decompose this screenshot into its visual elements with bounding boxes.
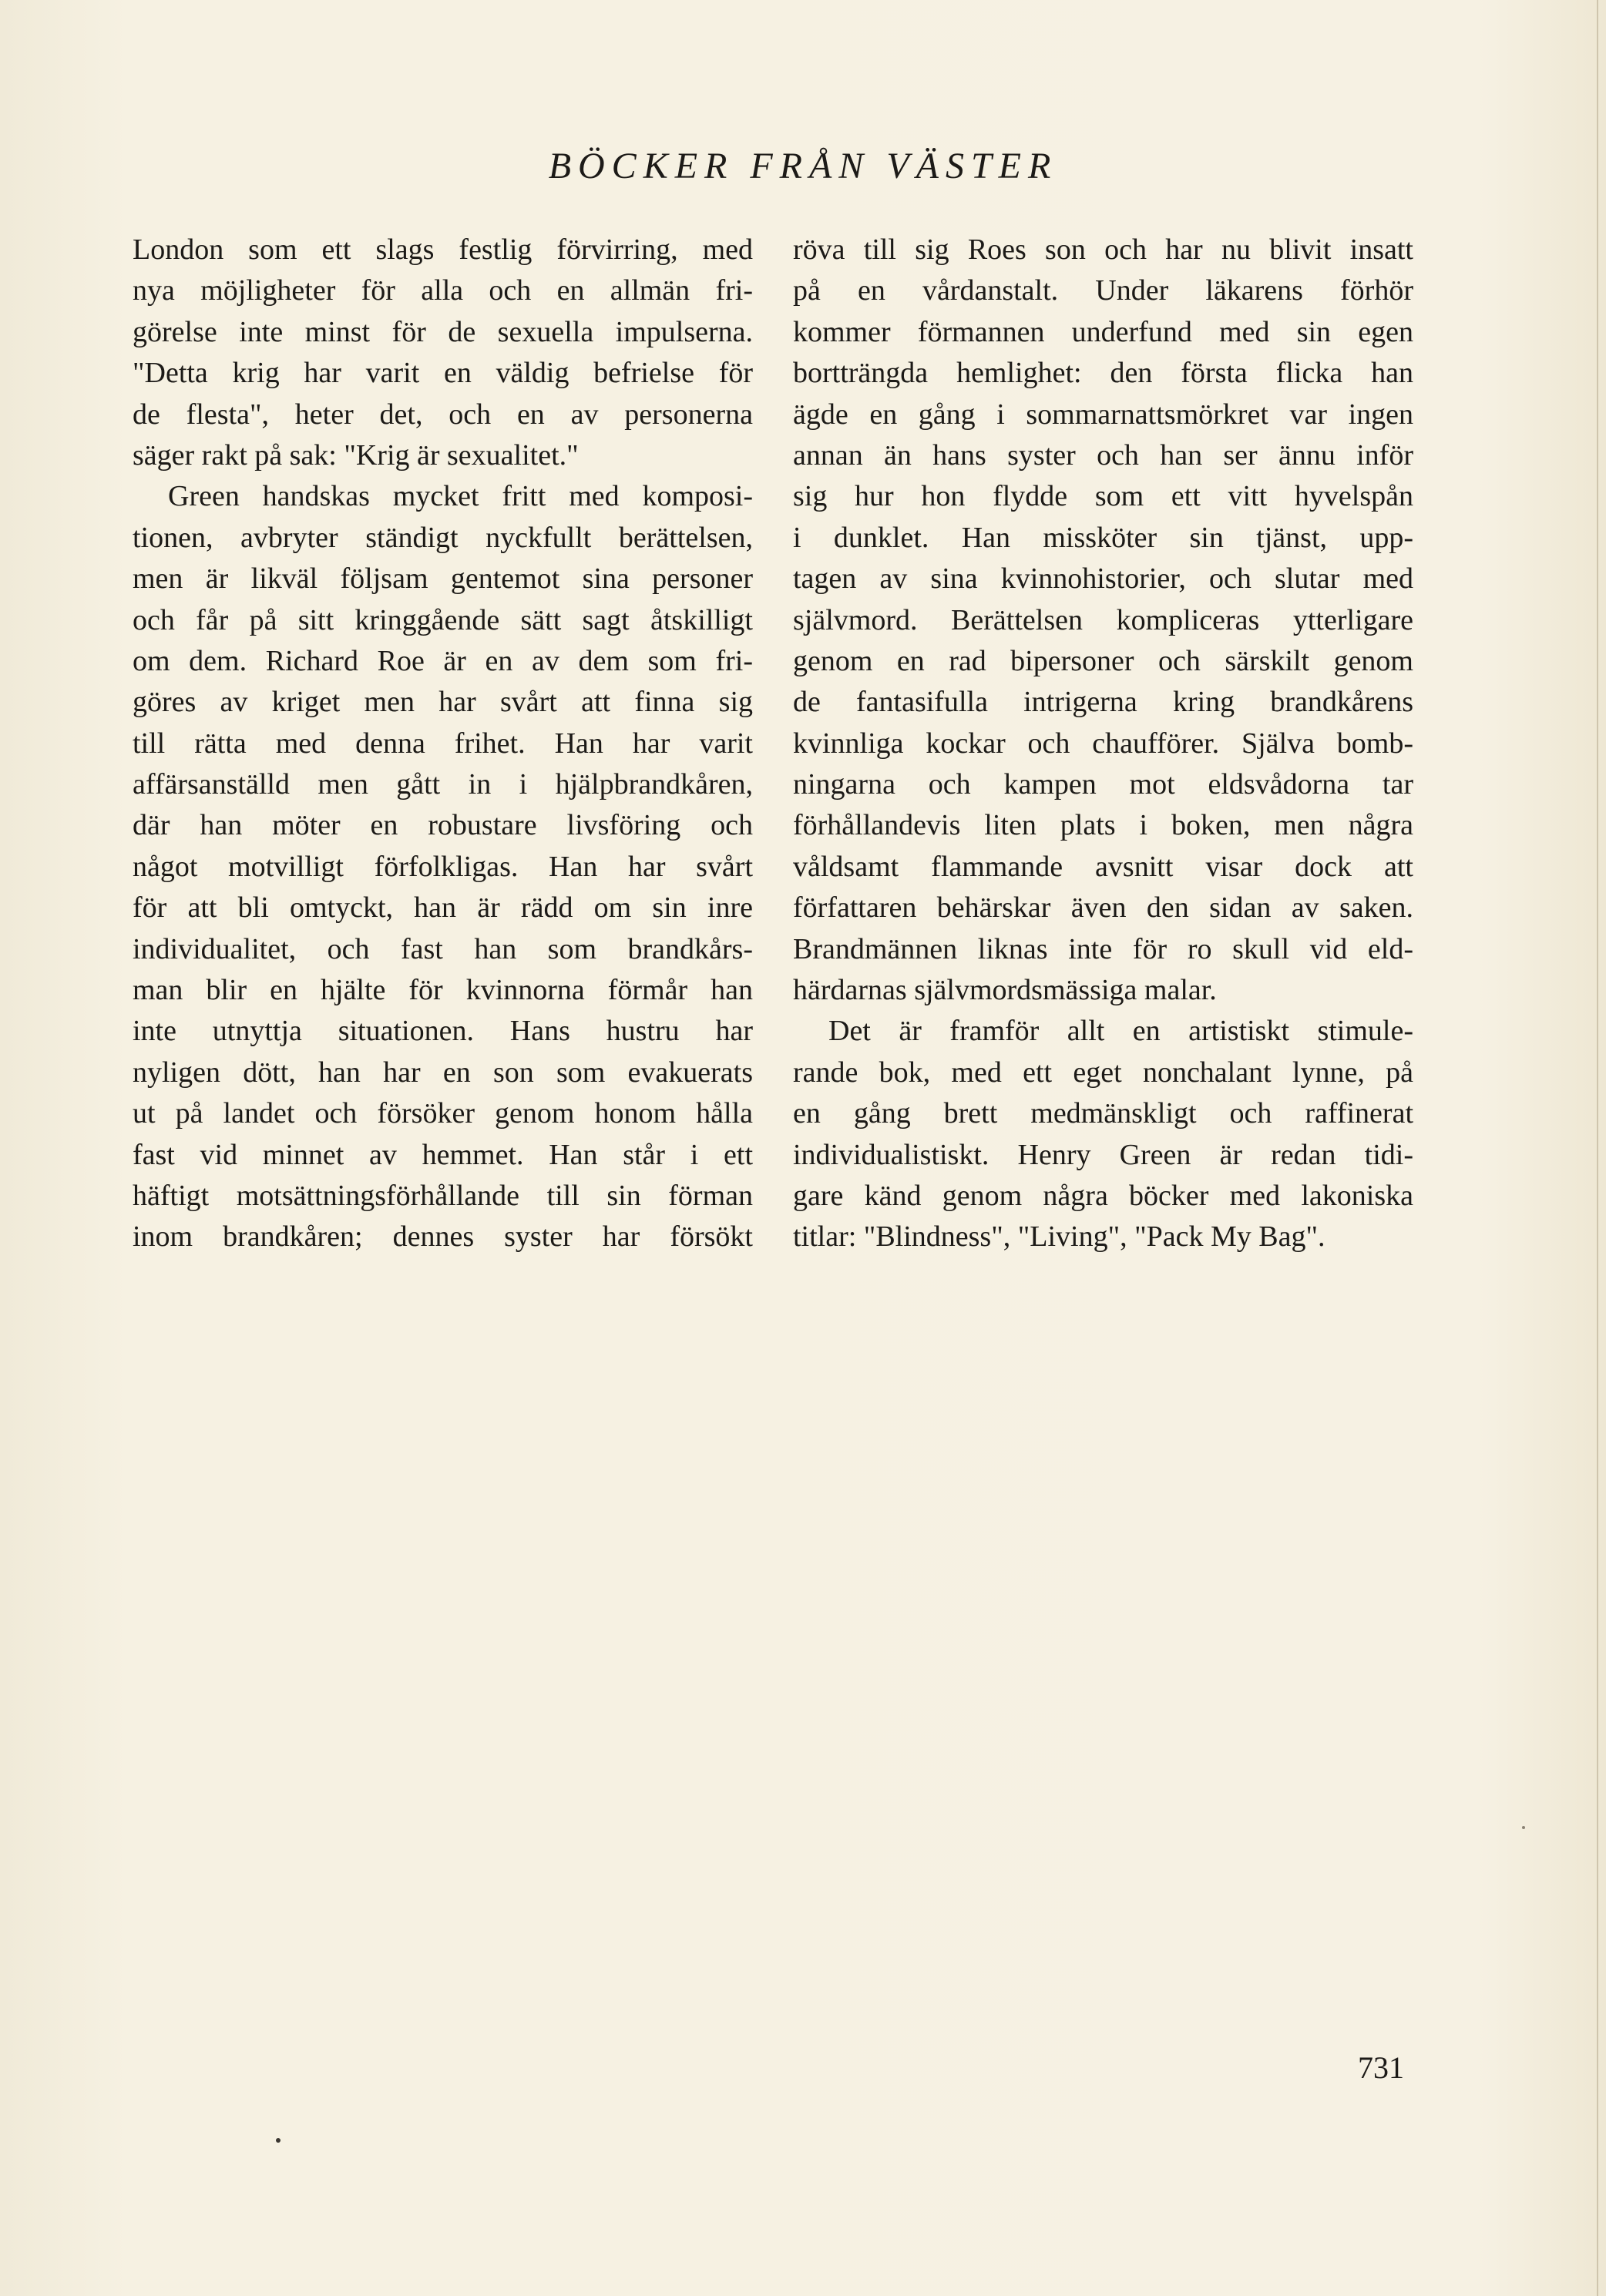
text-line: men är likväl följsam gentemot sina personer	[133, 562, 753, 596]
text-line: ägde en gång i sommarnattsmörkret var ingen	[793, 398, 1413, 431]
text-line: göres av kriget men har svårt att finna sig	[133, 686, 753, 719]
text-line: tagen av sina kvinnohistorier, och slutar med	[793, 562, 1413, 596]
text-line: härdarnas självmordsmässiga malar.	[793, 974, 1217, 1007]
text-line: bortträngda hemlighet: den första flicka han	[793, 357, 1413, 390]
text-line: genom en rad bipersoner och särskilt genom	[793, 644, 1413, 677]
text-line: Det är framför allt en artistiskt stimule-	[828, 1015, 1413, 1048]
text-line: individualistiskt. Henry Green är redan tidi-	[793, 1138, 1413, 1171]
running-head: BÖCKER FRÅN VÄSTER	[548, 146, 1058, 186]
text-line: om dem. Richard Roe är en av dem som fri-	[133, 644, 753, 677]
text-line: röva till sig Roes son och har nu blivit insatt	[793, 233, 1413, 266]
left-column	[133, 230, 753, 1258]
text-line: självmord. Berättelsen kompliceras ytterligare	[793, 603, 1413, 636]
text-line: ut på landet och försöker genom honom hålla	[133, 1097, 753, 1130]
text-line: våldsamt flammande avsnitt visar dock att	[793, 850, 1413, 883]
print-speck	[1522, 1826, 1525, 1829]
text-line: de flesta", heter det, och en av personerna	[133, 398, 753, 431]
text-line: Brandmännen liknas inte för ro skull vid eld-	[793, 932, 1413, 965]
text-line: förhållandevis liten plats i boken, men några	[793, 809, 1413, 842]
text-line: annan än hans syster och han ser ännu inför	[793, 438, 1413, 472]
text-line: man blir en hjälte för kvinnorna förmår han	[133, 974, 753, 1007]
text-line: något motvilligt förfolkligas. Han har svårt	[133, 850, 753, 883]
text-line: inte utnyttja situationen. Hans hustru har	[133, 1015, 753, 1048]
text-line: en gång brett medmänskligt och raffinerat	[793, 1097, 1413, 1130]
text-line: för att bli omtyckt, han är rädd om sin inre	[133, 891, 753, 925]
text-line: görelse inte minst för de sexuella impulserna.	[133, 315, 753, 348]
text-line: rande bok, med ett eget nonchalant lynne, på	[793, 1056, 1413, 1089]
text-line: fast vid minnet av hemmet. Han står i ett	[133, 1138, 753, 1171]
text-line: Green handskas mycket fritt med komposi-	[168, 480, 753, 513]
page-number: 731	[1358, 2050, 1404, 2085]
text-line: affärsanställd men gått in i hjälpbrandkåren,	[133, 768, 753, 801]
text-line: på en vårdanstalt. Under läkarens förhör	[793, 274, 1413, 307]
text-line: i dunklet. Han missköter sin tjänst, upp-	[793, 521, 1413, 554]
text-line: tionen, avbryter ständigt nyckfullt berättelsen,	[133, 521, 753, 554]
text-line: gare känd genom några böcker med lakoniska	[793, 1179, 1413, 1212]
text-line: individualitet, och fast han som brandkårs-	[133, 932, 753, 965]
text-line: och får på sitt kringgående sätt sagt åtskilligt	[133, 603, 753, 636]
text-line: nya möjligheter för alla och en allmän fri-	[133, 274, 753, 307]
text-line: författaren behärskar även den sidan av saken.	[793, 891, 1413, 925]
text-line: säger rakt på sak: "Krig är sexualitet."	[133, 438, 579, 472]
right-column	[793, 230, 1413, 1258]
text-line: nyligen dött, han har en son som evakuerats	[133, 1056, 753, 1089]
text-line: ningarna och kampen mot eldsvådorna tar	[793, 768, 1413, 801]
text-line: de fantasifulla intrigerna kring brandkårens	[793, 686, 1413, 719]
text-line: till rätta med denna frihet. Han har varit	[133, 727, 753, 760]
text-line: kommer förmannen underfund med sin egen	[793, 315, 1413, 348]
print-speck	[276, 2138, 281, 2143]
text-line: titlar: "Blindness", "Living", "Pack My Bag".	[793, 1220, 1325, 1254]
text-line: "Detta krig har varit en väldig befrielse för	[133, 357, 753, 390]
text-line: kvinnliga kockar och chaufförer. Själva bomb-	[793, 727, 1413, 760]
text-line: sig hur hon flydde som ett vitt hyvelspån	[793, 480, 1413, 513]
text-line: där han möter en robustare livsföring och	[133, 809, 753, 842]
text-line: London som ett slags festlig förvirring, med	[133, 233, 753, 266]
page-edge	[1597, 0, 1598, 2296]
text-line: häftigt motsättningsförhållande till sin förman	[133, 1179, 753, 1212]
text-line: inom brandkåren; dennes syster har försökt	[133, 1220, 753, 1254]
